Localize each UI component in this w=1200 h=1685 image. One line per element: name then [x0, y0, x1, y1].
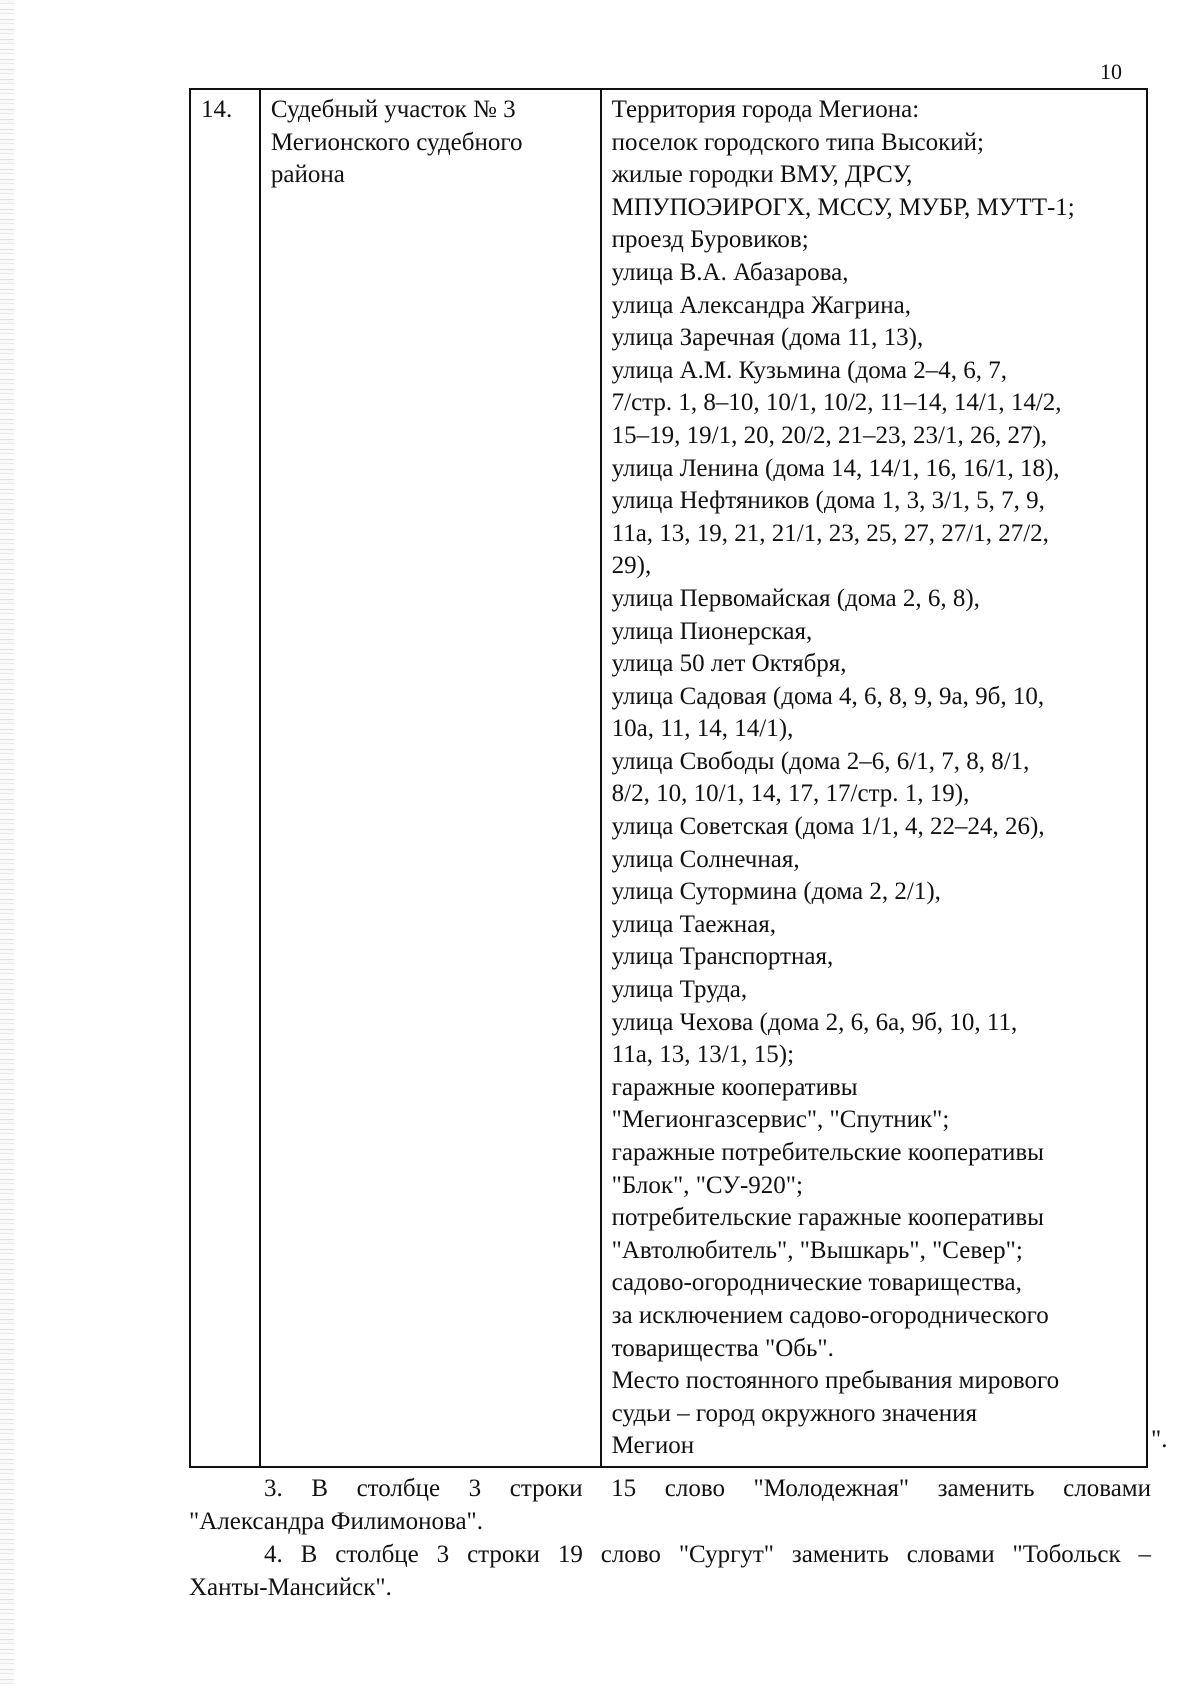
paragraph-4-first-line: 4. В столбце 3 строки 19 слово "Сургут" заменить словами "Тобольск – [264, 1541, 1151, 1568]
territory-line: улица А.М. Кузьмина (дома 2–4, 6, 7, [611, 356, 1007, 384]
territory-line: гаражные потребительские кооперативы [611, 1139, 1044, 1166]
closing-quote: ". [1151, 1426, 1168, 1453]
territory-line: улица 50 лет Октября, [611, 650, 847, 678]
row-number: 14. [201, 96, 233, 123]
territory-line: улица Советская (дома 1/1, 4, 22–24, 26), [611, 813, 1045, 841]
territory-line: Мегион [611, 1432, 695, 1460]
districts-table [189, 88, 1148, 1468]
territory-line: 10а, 11, 14, 14/1), [611, 715, 794, 743]
territory-line: улица Ленина (дома 14, 14/1, 16, 16/1, 18), [611, 454, 1060, 482]
territory-line: улица Нефтяников (дома 1, 3, 3/1, 5, 7, 9, [611, 487, 1045, 515]
paragraph-4-continuation: Ханты-Мансийск". [189, 1574, 392, 1601]
territory-list [612, 94, 1140, 1463]
territory-line: садово-огороднические товарищества, [611, 1269, 1022, 1297]
territory-line: 7/стр. 1, 8–10, 10/1, 10/2, 11–14, 14/1, 14/2, [611, 389, 1062, 417]
paragraph-3 [189, 1472, 1151, 1538]
territory-line: улица Пионерская, [611, 617, 813, 645]
district-name-line: Мегионского судебного [270, 128, 523, 156]
territory-line: улица В.А. Абазарова, [611, 258, 849, 286]
territory-line: 8/2, 10, 10/1, 14, 17, 17/стр. 1, 19), [611, 780, 970, 808]
territory-line: 11а, 13, 13/1, 15); [611, 1041, 795, 1069]
territory-line: улица Сутормина (дома 2, 2/1), [611, 878, 941, 906]
scan-edge-artifact [0, 0, 14, 1685]
territory-line: товарищества "Обь". [611, 1334, 834, 1362]
territory-line: поселок городского типа Высокий; [611, 128, 984, 156]
table-row [190, 89, 1147, 1467]
territory-line: потребительские гаражные кооперативы [611, 1204, 1044, 1232]
district-name [271, 94, 594, 192]
paragraph-3-first-line: 3. В столбце 3 строки 15 слово "Молодежная" заменить словами [264, 1475, 1151, 1502]
territory-line: Место постоянного пребывания мирового [611, 1367, 1060, 1395]
row-number-cell [190, 89, 260, 1467]
territory-line: за исключением садово-огороднического [611, 1301, 1049, 1329]
territory-cell [601, 89, 1147, 1467]
paragraph-4 [189, 1538, 1151, 1604]
territory-line: улица Солнечная, [611, 845, 800, 873]
territory-line: улица Чехова (дома 2, 6, 6а, 9б, 10, 11, [611, 1008, 1018, 1036]
territory-line: Территория города Мегиона: [611, 96, 920, 123]
territory-line: 15–19, 19/1, 20, 20/2, 21–23, 23/1, 26, 27), [611, 421, 1048, 449]
territory-line: 29), [611, 552, 652, 580]
territory-line: судьи – город окружного значения [611, 1399, 978, 1427]
territory-line: МПУПОЭИРОГХ, МССУ, МУБР, МУТТ-1; [611, 193, 1075, 221]
territory-line: улица Первомайская (дома 2, 6, 8), [611, 584, 980, 612]
territory-line: улица Александра Жагрина, [611, 291, 911, 319]
territory-line: проезд Буровиков; [611, 226, 809, 254]
territory-line: улица Заречная (дома 11, 13), [611, 324, 924, 352]
territory-line: "Мегионгазсервис", "Спутник"; [611, 1106, 950, 1134]
territory-line: гаражные кооперативы [611, 1073, 858, 1101]
district-name-line: района [270, 161, 345, 189]
territory-line: жилые городки ВМУ, ДРСУ, [611, 161, 913, 189]
territory-line: улица Свободы (дома 2–6, 6/1, 7, 8, 8/1, [611, 747, 1030, 775]
page-number: 10 [1100, 59, 1122, 84]
territory-line: улица Садовая (дома 4, 6, 8, 9, 9а, 9б, 10, [611, 682, 1045, 710]
territory-line: "Автолюбитель", "Вышкарь", "Север"; [611, 1236, 1023, 1264]
district-name-line: Судебный участок № 3 [270, 96, 516, 123]
territory-line: "Блок", "СУ-920"; [611, 1171, 803, 1199]
territory-line: улица Таежная, [611, 910, 776, 938]
district-name-cell [260, 89, 601, 1467]
paragraph-3-continuation: "Александра Филимонова". [189, 1508, 484, 1535]
territory-line: улица Труда, [611, 976, 748, 1004]
territory-line: улица Транспортная, [611, 943, 834, 971]
territory-line: 11а, 13, 19, 21, 21/1, 23, 25, 27, 27/1, 27/2, [611, 519, 1049, 547]
